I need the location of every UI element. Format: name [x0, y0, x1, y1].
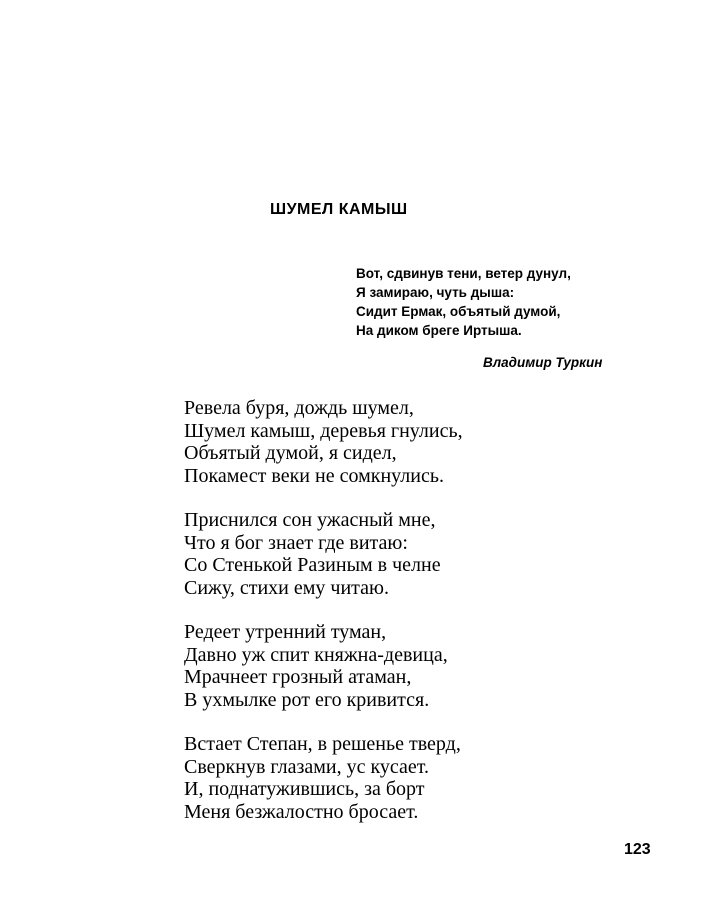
- stanza: [184, 397, 664, 487]
- verse-line: Редеет утренний туман,: [184, 621, 387, 643]
- stanza: [184, 733, 664, 823]
- verse-line: В ухмылке рот его кривится.: [184, 688, 430, 711]
- verse-line: Шумел камыш, деревья гнулись,: [184, 419, 463, 442]
- verse-line: Объятый думой, я сидел,: [184, 442, 397, 464]
- epigraph: [356, 264, 571, 340]
- stanza: [184, 509, 664, 599]
- page-number: 123: [624, 841, 651, 858]
- verse-line: Меня безжалостно бросает.: [184, 800, 419, 823]
- poem-body: [184, 397, 664, 845]
- verse-line: Со Стенькой Разиным в челне: [184, 554, 441, 576]
- verse-line: Ревела буря, дождь шумел,: [184, 397, 414, 419]
- epigraph-line: Вот, сдвинув тени, ветер дунул,: [356, 266, 571, 281]
- verse-line: Сверкнув глазами, ус кусает.: [184, 755, 430, 778]
- epigraph-author: Владимир Туркин: [483, 355, 603, 370]
- verse-line: Встает Степан, в решенье тверд,: [184, 733, 461, 755]
- stanza: [184, 621, 664, 711]
- epigraph-line: Сидит Ермак, объятый думой,: [356, 304, 561, 319]
- verse-line: И, поднатужившись, за борт: [184, 778, 425, 800]
- epigraph-line: На диком бреге Иртыша.: [356, 323, 522, 338]
- epigraph-line: Я замираю, чуть дыша:: [356, 285, 515, 300]
- verse-line: Приснился сон ужасный мне,: [184, 509, 436, 531]
- page-title: ШУМЕЛ КАМЫШ: [270, 201, 408, 218]
- verse-line: Мрачнеет грозный атаман,: [184, 666, 412, 688]
- verse-line: Давно уж спит княжна-девица,: [184, 643, 448, 666]
- verse-line: Покамест веки не сомкнулись.: [184, 464, 444, 487]
- verse-line: Что я бог знает где витаю:: [184, 531, 408, 554]
- verse-line: Сижу, стихи ему читаю.: [184, 576, 389, 599]
